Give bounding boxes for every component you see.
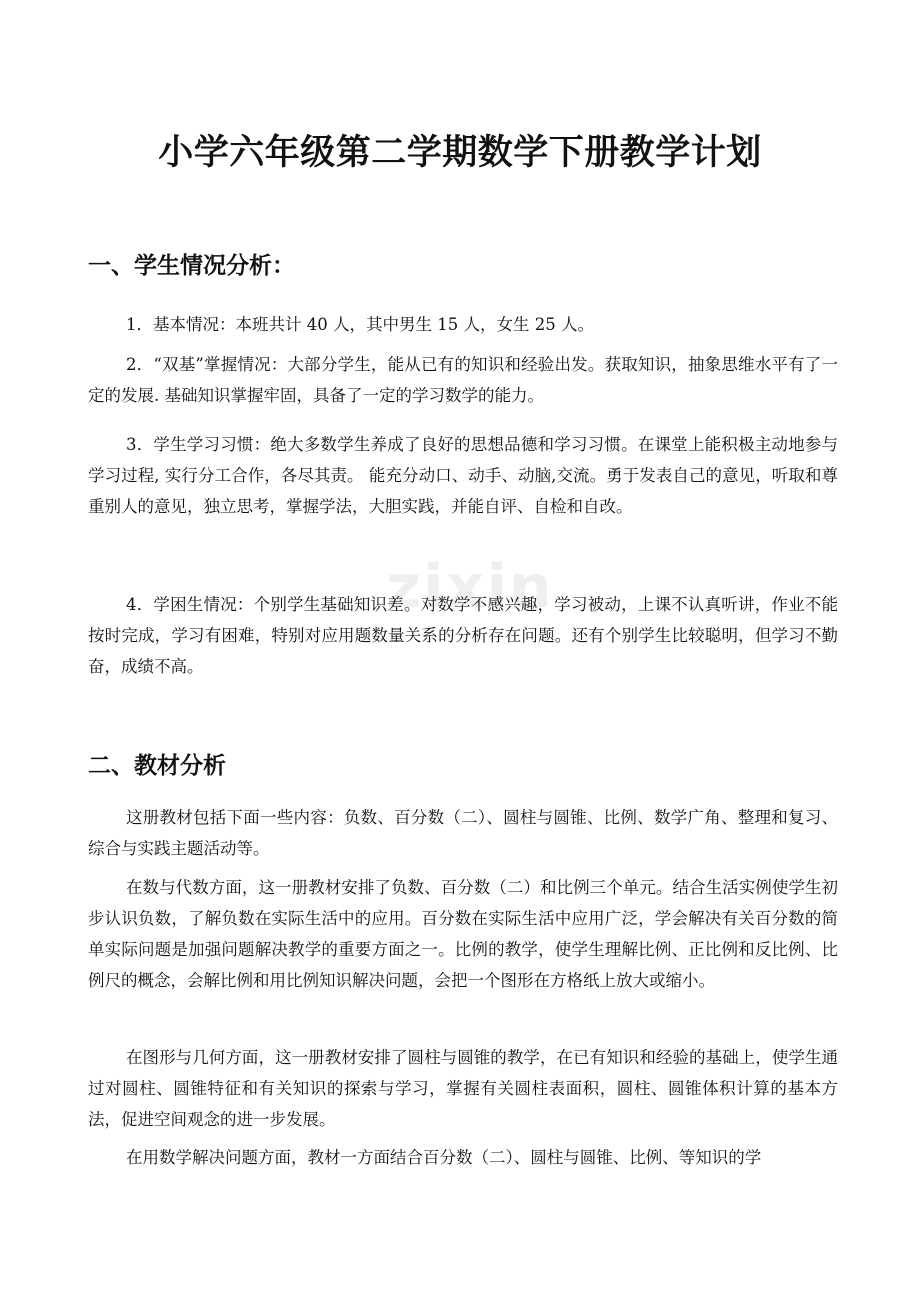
paragraph-number-algebra: 在数与代数方面，这一册教材安排了负数、百分数（二）和比例三个单元。结合生活实例使学生初步认识负数，了解负数在实际生活中的应用。百分数在实际生活中应用广泛，学会解决有关百分数的简单实际问题是加强问题解决教学的重要方面之一。比例的教学，使学生理解比例、正比例和反比例、比例尺的概念，会解比例和用比例知识解决问题，会把一个图形在方格纸上放大或缩小。 [88,878,838,990]
paragraph-study-habits: 3．学生学习习惯：绝大多数学生养成了良好的思想品德和学习习惯。在课堂上能积极主动地参与学习过程, 实行分工合作，各尽其责。 能充分动口、动手、动脑,交流。勇于发表自己的意见，听取和尊重别人的意见，独立思考，掌握学法，大胆实践，并能自评、自检和自改。 [88,435,838,516]
paragraph-struggling-students: 4．学困生情况：个别学生基础知识差。对数学不感兴趣，学习被动，上课不认真听讲，作业不能按时完成，学习有困难，特别对应用题数量关系的分析存在问题。还有个别学生比较聪明，但学习不勤奋，成绩不高。 [88,595,838,676]
paragraph-textbook-contents: 这册教材包括下面一些内容：负数、百分数（二）、圆柱与圆锥、比例、数学广角、整理和复习、综合与实践主题活动等。 [88,808,838,858]
section-heading-textbook-analysis: 二、教材分析 [88,753,226,779]
section-heading-student-analysis: 一、学生情况分析： [88,253,295,279]
paragraph-basic-situation: 1．基本情况：本班共计 40 人，其中男生 15 人，女生 25 人。 [126,315,594,334]
paragraph-shape-geometry: 在图形与几何方面，这一册教材安排了圆柱与圆锥的教学，在已有知识和经验的基础上，使学生通过对圆柱、圆锥特征和有关知识的探索与学习，掌握有关圆柱表面积，圆柱、圆锥体积计算的基本方法，促进空间观念的进一步发展。 [88,1048,838,1129]
document-title: 小学六年级第二学期数学下册教学计划 [158,133,762,173]
paragraph-problem-solving: 在用数学解决问题方面，教材一方面结合百分数（二）、圆柱与圆锥、比例、等知识的学 [126,1148,762,1167]
watermark-text: zixin [386,552,554,622]
paragraph-double-basics: 2．“双基”掌握情况：大部分学生，能从已有的知识和经验出发。获取知识，抽象思维水平有了一定的发展. 基础知识掌握牢固，具备了一定的学习数学的能力。 [88,355,838,405]
